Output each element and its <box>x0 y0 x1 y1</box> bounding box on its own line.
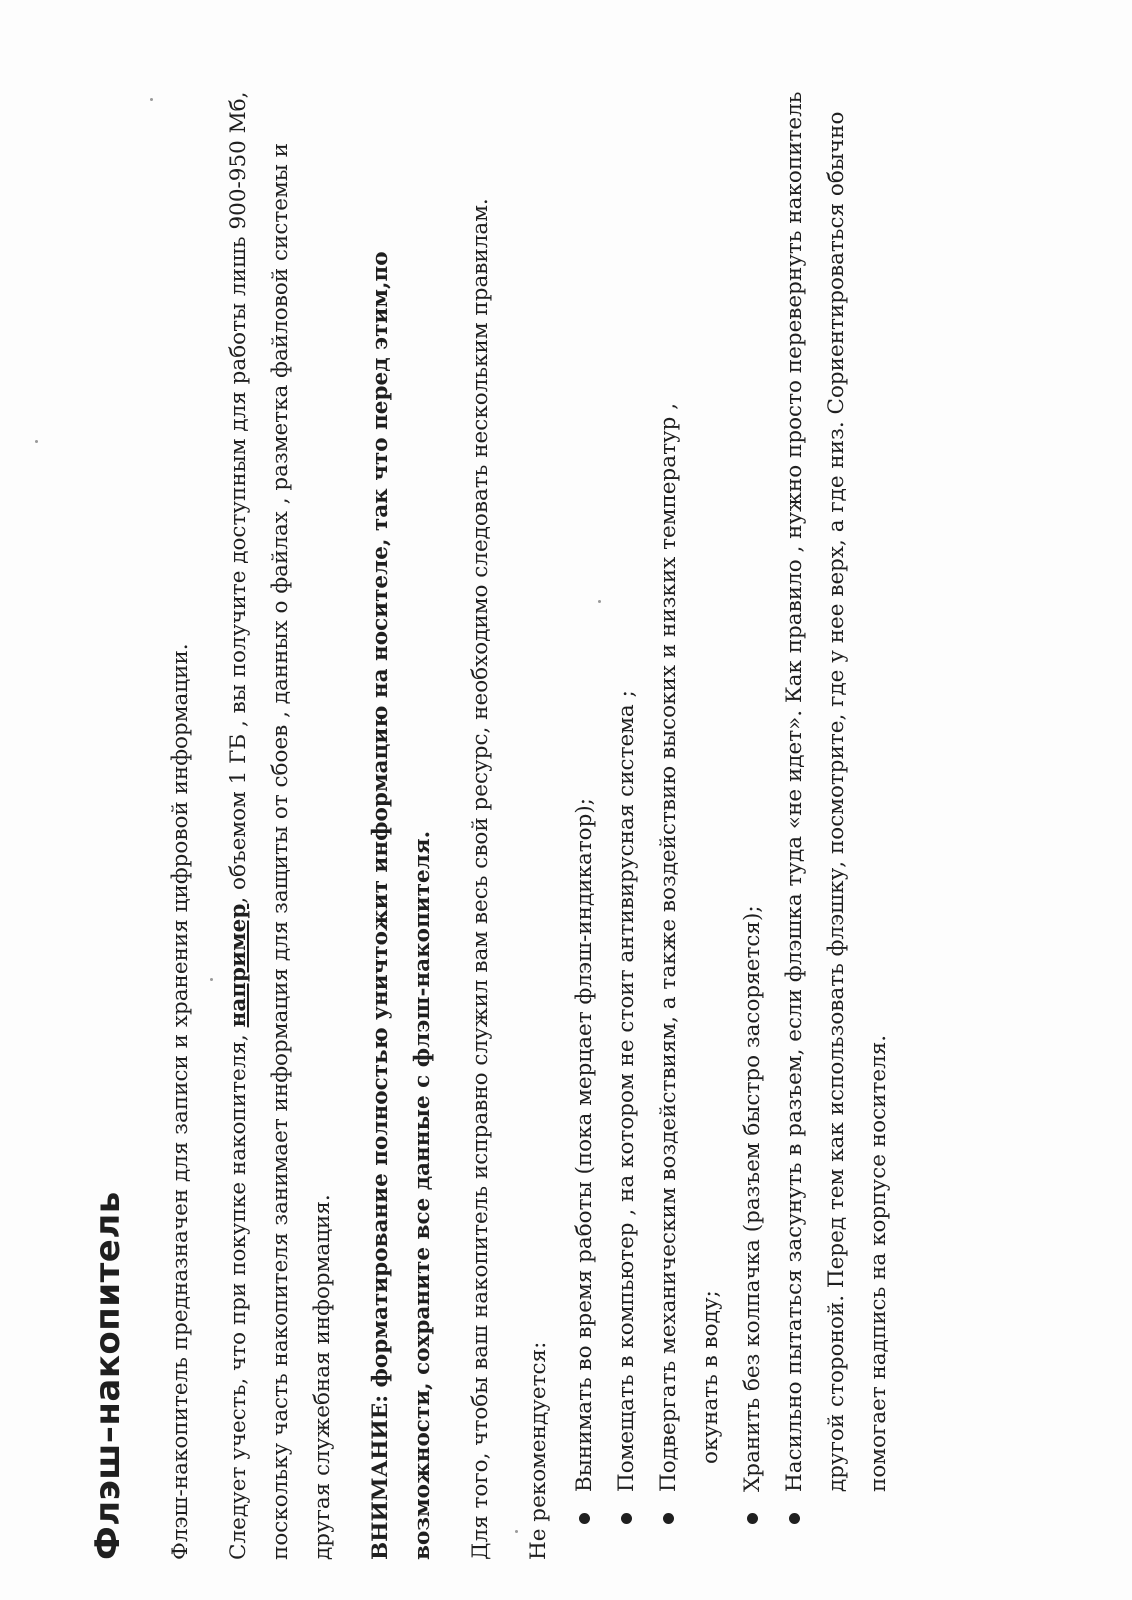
list-item <box>564 80 606 1526</box>
list-item-text: Хранить без колпачка (разъем быстро засоряется); <box>740 905 765 1492</box>
list-heading: Не рекомендуется: <box>526 1341 551 1560</box>
list-item <box>648 80 732 1526</box>
bullet-icon <box>564 1512 606 1526</box>
list-item-continuation: окунать в воду; <box>698 1290 723 1464</box>
rules-list <box>564 80 900 1560</box>
bullet-icon <box>648 1512 690 1526</box>
capacity-paragraph <box>218 80 344 1560</box>
bullet-icon <box>732 1512 774 1526</box>
capacity-text-end: , объемом 1 ГБ , вы получите доступным для работы лишь 900-950 Мб, поскольку часть накопителя занимает информация для защиты от сбоев , данных о файлах , разметка файловой системы и другая служебная информация. <box>226 91 335 1560</box>
intro-paragraph: Флэш-накопитель предназначен для записи и хранения цифровой информации. <box>168 643 193 1560</box>
list-item <box>774 80 900 1526</box>
rotated-document-body <box>86 80 900 1560</box>
bullet-icon <box>774 1512 816 1526</box>
list-item-text: Подвергать механическим воздействиям, а также воздействию высоких и низких температур , <box>656 402 681 1492</box>
list-item-text: Помещать в компьютер , на котором не стоит антивирусная система ; <box>614 690 639 1492</box>
list-item <box>732 80 774 1526</box>
list-item <box>606 80 648 1526</box>
emphasis-word: например <box>226 903 251 1028</box>
bullet-icon <box>606 1512 648 1526</box>
rules-intro-paragraph: Для того, чтобы ваш накопитель исправно служил вам весь свой ресурс, необходимо следовать нескольким правилам. <box>468 198 493 1560</box>
document-title: Флэш–накопитель <box>88 1191 128 1560</box>
warning-paragraph: ВНИМАНИЕ: форматирование полностью уничтожит информацию на носителе, так что перед этим,по возможности, сохраните все данные с флэш-накопителя. <box>368 251 435 1560</box>
list-item-text: Вынимать во время работы (пока мерцает флэш-индикатор); <box>572 797 597 1492</box>
list-item-text: Насильно пытаться засунуть в разъем, если флэшка туда «не идет». Как правило , нужно просто перевернуть накопитель другой стороной. Перед тем как использовать флэшку, посмотрите, где у нее верх, а где низ. Сориентироваться обычно помогает надпись на корпусе носителя. <box>782 91 891 1492</box>
capacity-text-start: Следует учесть, что при покупке накопителя, <box>226 1027 251 1560</box>
scan-speck <box>35 440 38 443</box>
